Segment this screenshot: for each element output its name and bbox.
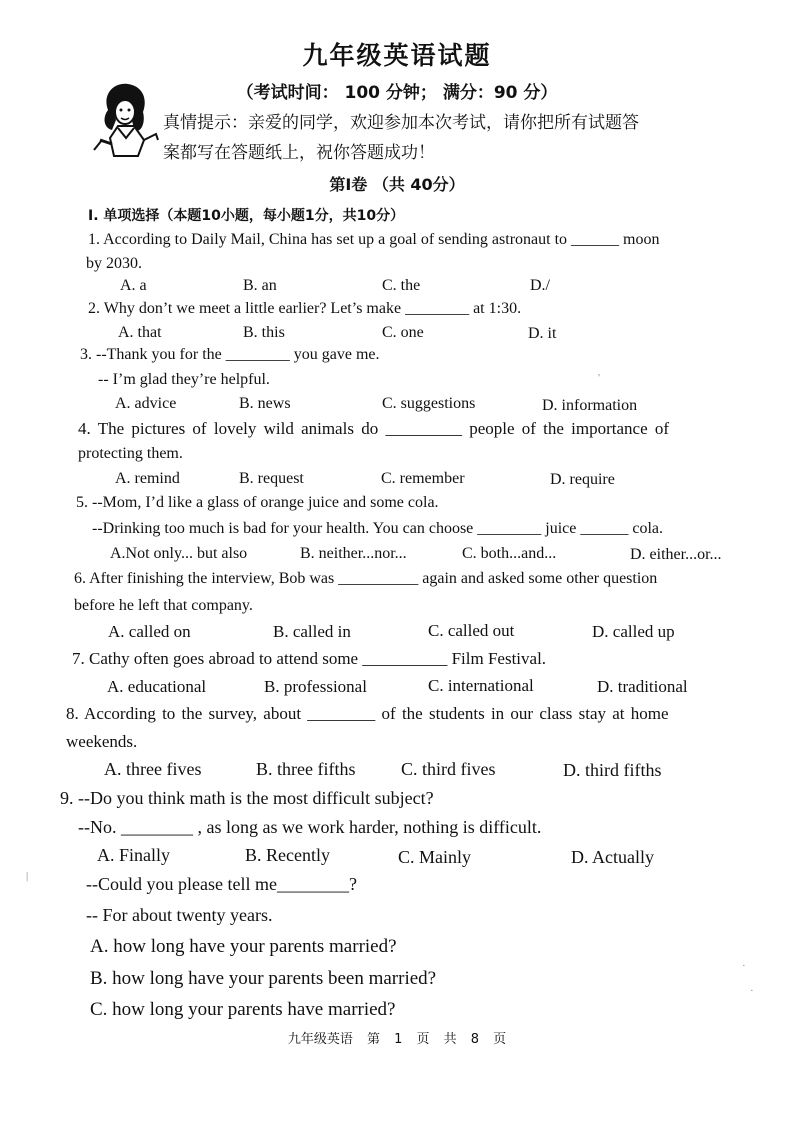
q8-option-d: D. third fifths — [563, 760, 662, 780]
q10-option-a: A. how long have your parents married? — [90, 936, 397, 957]
q10-option-b: B. how long have your parents been married? — [90, 968, 437, 989]
q9-option-c: C. Mainly — [398, 847, 472, 867]
q2-option-c: C. one — [382, 324, 424, 341]
scan-speck: | — [26, 870, 29, 882]
q9-option-b: B. Recently — [245, 845, 330, 865]
q3-stem-line1: 3. --Thank you for the ________ you gave me. — [80, 346, 380, 363]
q7-option-b: B. professional — [264, 677, 367, 696]
q7-option-a: A. educational — [107, 677, 207, 696]
q8-stem-line2: weekends. — [66, 732, 138, 751]
q5-option-d: D. either...or... — [630, 546, 722, 563]
q4-option-b: B. request — [239, 470, 304, 487]
q7-option-c: C. international — [428, 676, 534, 695]
tip-line-2: 案都写在答题纸上，祝你答题成功！ — [163, 143, 435, 163]
q6-option-c: C. called out — [428, 621, 515, 640]
q2-option-d: D. it — [528, 325, 557, 342]
q2-option-b: B. this — [243, 324, 285, 341]
q1-option-d: D./ — [530, 277, 550, 294]
exam-info: （考试时间： 100 分钟； 满分：90 分） — [236, 83, 558, 103]
exam-tip — [163, 108, 748, 168]
q8-stem-line1: 8. According to the survey, about ________ of the students in our class stay at home — [66, 704, 669, 723]
q7-option-d: D. traditional — [597, 677, 688, 696]
q1-stem-line2: by 2030. — [86, 255, 142, 272]
q8-option-b: B. three fifths — [256, 759, 356, 779]
q10-option-c: C. how long your parents have married? — [90, 999, 396, 1020]
tip-line-1: 真情提示：亲爱的同学，欢迎参加本次考试，请你把所有试题答 — [163, 113, 639, 133]
q4-stem-line2: protecting them. — [78, 445, 183, 462]
q5-option-c: C. both...and... — [462, 545, 557, 562]
q3-option-d: D. information — [542, 397, 638, 414]
q9-option-a: A. Finally — [97, 845, 171, 865]
q8-option-a: A. three fives — [104, 759, 202, 779]
q6-stem-line2: before he left that company. — [74, 597, 253, 614]
q9-option-d: D. Actually — [571, 847, 654, 867]
q5-option-a: A.Not only... but also — [110, 545, 248, 562]
scan-speck: · — [742, 960, 746, 972]
q4-option-c: C. remember — [381, 470, 465, 487]
q8-option-c: C. third fives — [401, 759, 496, 779]
q6-stem-line1: 6. After finishing the interview, Bob was __________ again and asked some other question — [74, 570, 658, 587]
q5-stem-line1: 5. --Mom, I’d like a glass of orange juice and some cola. — [76, 494, 439, 511]
q10-stem-line1: --Could you please tell me________? — [86, 874, 357, 894]
q6-option-b: B. called in — [273, 622, 351, 641]
q3-stem-line2: -- I’m glad they’re helpful. — [98, 371, 270, 388]
q5-stem-line2: --Drinking too much is bad for your health. You can choose ________ juice ______ cola. — [92, 520, 664, 537]
q10-stem-line2: -- For about twenty years. — [86, 905, 273, 925]
section-title: Ⅰ. 单项选择（本题10小题，每小题1分，共10分） — [88, 208, 405, 224]
q5-option-b: B. neither...nor... — [300, 545, 407, 562]
q1-option-b: B. an — [243, 277, 277, 294]
q2-stem: 2. Why don’t we meet a little earlier? Let’s make ________ at 1:30. — [88, 300, 522, 317]
girl-mascot-icon — [88, 80, 160, 160]
q1-stem-line1: 1. According to Daily Mail, China has set up a goal of sending astronaut to ______ moon — [88, 231, 660, 248]
scan-speck: ' — [598, 372, 600, 384]
q3-option-b: B. news — [239, 395, 291, 412]
q6-option-d: D. called up — [592, 622, 675, 641]
q6-option-a: A. called on — [108, 622, 191, 641]
q1-option-c: C. the — [382, 277, 421, 294]
q3-option-c: C. suggestions — [382, 395, 476, 412]
q3-option-a: A. advice — [115, 395, 177, 412]
q4-option-a: A. remind — [115, 470, 180, 487]
q7-stem: 7. Cathy often goes abroad to attend some __________ Film Festival. — [72, 649, 547, 668]
q9-stem-line2: --No. ________ , as long as we work harder, nothing is difficult. — [78, 817, 542, 837]
q4-option-d: D. require — [550, 471, 615, 488]
page-title: 九年级英语试题 — [302, 41, 492, 70]
q1-option-a: A. a — [120, 277, 147, 294]
scan-speck: · — [750, 985, 754, 997]
q2-option-a: A. that — [118, 324, 162, 341]
page-footer: 九年级英语 第 1 页 共 8 页 — [287, 1032, 507, 1047]
part-title: 第Ⅰ卷 （共 40分） — [329, 175, 465, 194]
q9-stem-line1: 9. --Do you think math is the most difficult subject? — [60, 788, 434, 808]
q4-stem-line1: 4. The pictures of lovely wild animals do _________ people of the importance of — [78, 419, 670, 438]
